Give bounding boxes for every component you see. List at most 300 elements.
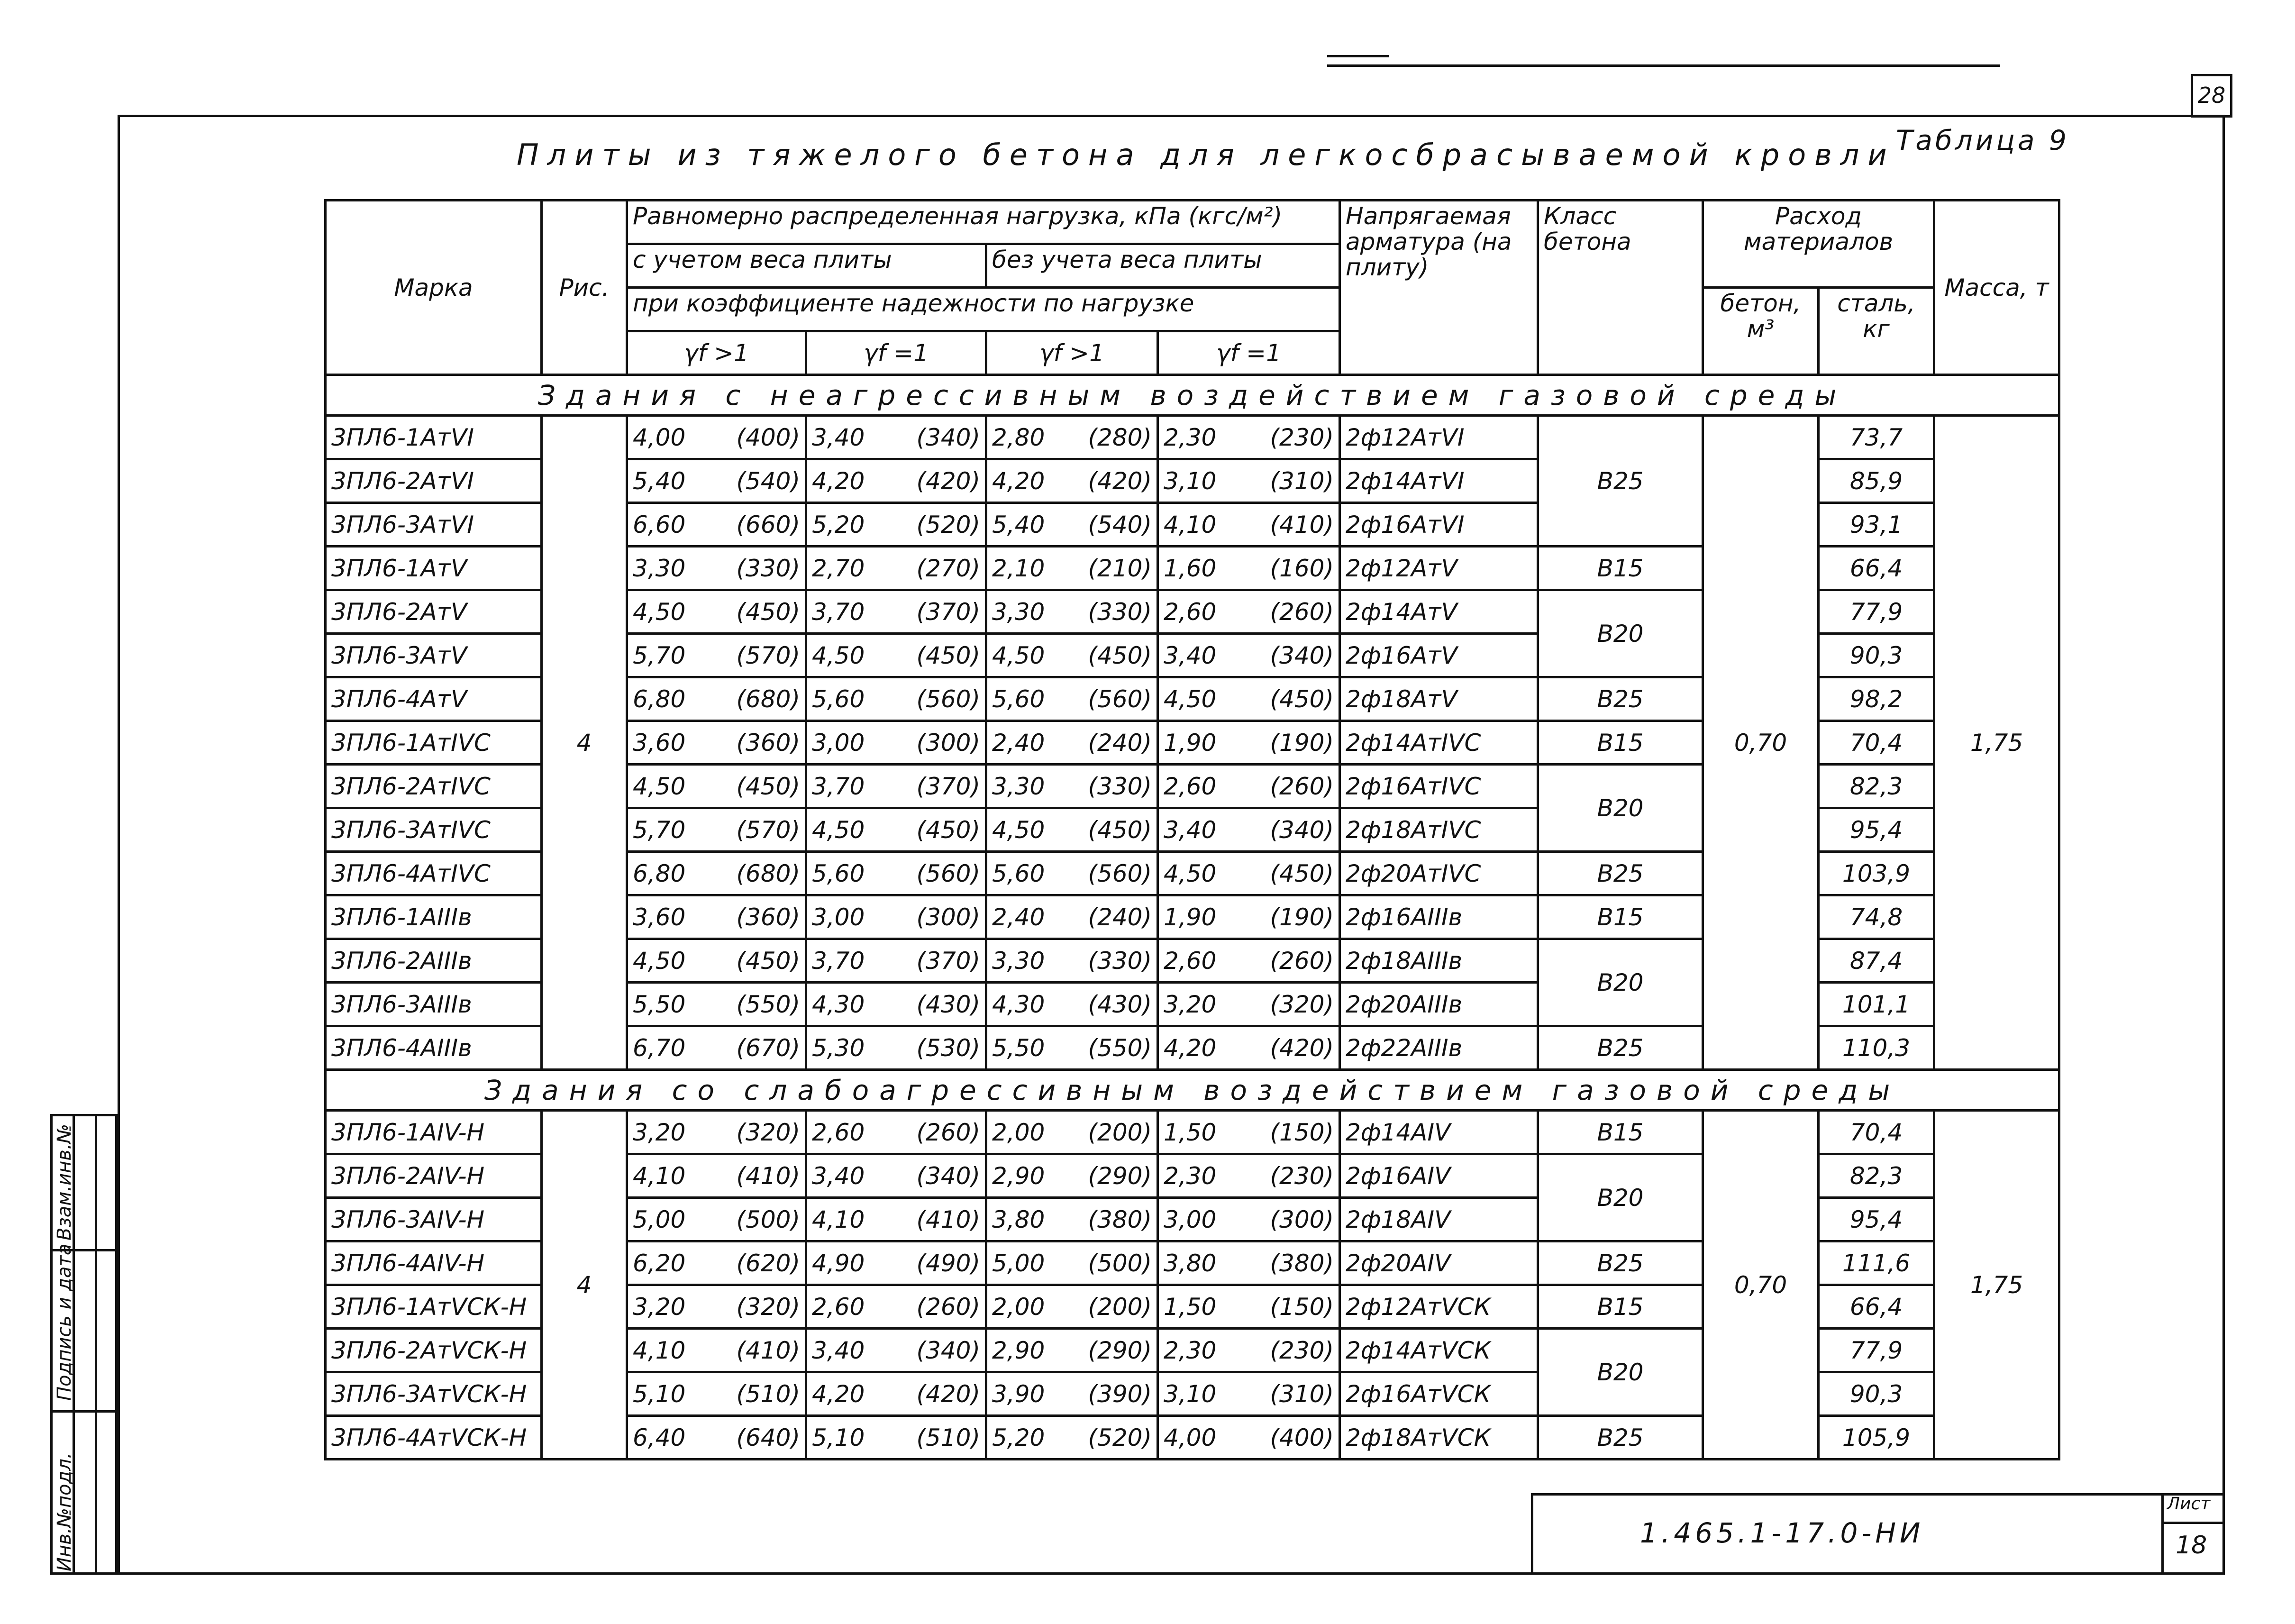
cell-load-c-pair bbox=[992, 1250, 1152, 1277]
cell-steel: 77,9 bbox=[1819, 590, 1934, 634]
cell-load-d bbox=[1158, 416, 1340, 459]
cell-load-a-pair bbox=[633, 555, 800, 582]
cell-load-a-kgf: (660) bbox=[736, 511, 800, 538]
cell-load-b bbox=[806, 1198, 986, 1241]
cell-load-a-kpa: 6,20 bbox=[633, 1249, 686, 1277]
cell-load-d bbox=[1158, 1416, 1340, 1460]
cell-steel: 70,4 bbox=[1819, 1111, 1934, 1154]
cell-rebar: 2ф16АтIVС bbox=[1340, 765, 1538, 808]
cell-rebar: 2ф18АIIIв bbox=[1340, 939, 1538, 983]
cell-load-b bbox=[806, 1285, 986, 1329]
cell-load-d-pair bbox=[1164, 424, 1334, 451]
cell-load-a-pair bbox=[633, 467, 800, 495]
cell-load-b-pair bbox=[812, 991, 980, 1018]
cell-load-c-kgf: (290) bbox=[1088, 1162, 1152, 1190]
cell-load-c-kpa: 3,80 bbox=[992, 1205, 1045, 1233]
cell-load-c-kgf: (450) bbox=[1088, 641, 1152, 669]
header-load: Равномерно распределенная нагрузка, кПа (кгс/м²) bbox=[627, 201, 1340, 244]
cell-load-c-kpa: 3,30 bbox=[992, 772, 1045, 800]
section-title: Здания с неагрессивным воздействием газовой среды bbox=[326, 375, 2059, 416]
cell-load-c-kgf: (200) bbox=[1088, 1293, 1152, 1321]
cell-load-a-kgf: (680) bbox=[736, 685, 800, 713]
cell-load-b-pair bbox=[812, 1250, 980, 1277]
cell-load-c bbox=[986, 765, 1158, 808]
cell-load-b-pair bbox=[812, 729, 980, 757]
cell-load-a-kpa: 3,30 bbox=[633, 554, 686, 582]
cell-load-a-kgf: (640) bbox=[736, 1423, 800, 1451]
side-stamp bbox=[50, 1114, 118, 1575]
cell-mark: 3ПЛ6-1АтIVС bbox=[326, 721, 542, 765]
cell-steel: 77,9 bbox=[1819, 1329, 1934, 1372]
cell-load-d-kpa: 3,40 bbox=[1164, 816, 1217, 844]
cell-load-a-pair bbox=[633, 1206, 800, 1233]
cell-load-b-kpa: 5,60 bbox=[812, 859, 865, 887]
cell-rebar: 2ф16АIV bbox=[1340, 1154, 1538, 1198]
cell-load-a bbox=[627, 1329, 806, 1372]
cell-load-c-kpa: 2,00 bbox=[992, 1118, 1045, 1146]
cell-load-c-kgf: (280) bbox=[1088, 423, 1152, 451]
cell-concrete: 0,70 bbox=[1703, 416, 1819, 1070]
cell-class: В20 bbox=[1538, 765, 1703, 852]
cell-load-c-kgf: (560) bbox=[1088, 859, 1152, 887]
cell-load-c-kpa: 3,90 bbox=[992, 1380, 1045, 1408]
cell-load-a bbox=[627, 721, 806, 765]
cell-load-d bbox=[1158, 1285, 1340, 1329]
cell-load-b-pair bbox=[812, 1424, 980, 1451]
cell-load-c-kpa: 5,60 bbox=[992, 685, 1045, 713]
cell-load-a-pair bbox=[633, 1337, 800, 1364]
cell-load-c bbox=[986, 634, 1158, 677]
cell-load-a-pair bbox=[633, 1293, 800, 1321]
cell-rebar: 2ф18АтVСК bbox=[1340, 1416, 1538, 1460]
cell-load-d-kgf: (310) bbox=[1270, 1380, 1334, 1408]
cell-load-c-kgf: (500) bbox=[1088, 1249, 1152, 1277]
cell-load-d-kgf: (190) bbox=[1270, 903, 1334, 931]
cell-load-a bbox=[627, 1026, 806, 1070]
page-title: Плиты из тяжелого бетона для легкосбрасываемой кровли bbox=[517, 137, 1895, 172]
cell-load-c-kgf: (550) bbox=[1088, 1034, 1152, 1062]
cell-load-b-kgf: (420) bbox=[916, 1380, 980, 1408]
cell-load-d bbox=[1158, 895, 1340, 939]
cell-load-d bbox=[1158, 677, 1340, 721]
cell-load-d-pair bbox=[1164, 598, 1334, 626]
side-col bbox=[75, 1116, 97, 1572]
cell-load-a-kgf: (680) bbox=[736, 859, 800, 887]
cell-load-b-kgf: (370) bbox=[916, 772, 980, 800]
cell-load-b bbox=[806, 1329, 986, 1372]
cell-load-b-kgf: (270) bbox=[916, 554, 980, 582]
cell-load-d bbox=[1158, 590, 1340, 634]
cell-load-a bbox=[627, 1372, 806, 1416]
cell-load-b-kgf: (510) bbox=[916, 1423, 980, 1451]
cell-load-d-kgf: (410) bbox=[1270, 511, 1334, 538]
cell-load-b-pair bbox=[812, 1034, 980, 1062]
cell-load-d bbox=[1158, 634, 1340, 677]
cell-load-c-pair bbox=[992, 991, 1152, 1018]
cell-load-d-pair bbox=[1164, 991, 1334, 1018]
cell-load-b-kgf: (490) bbox=[916, 1249, 980, 1277]
cell-load-b bbox=[806, 634, 986, 677]
cell-steel: 95,4 bbox=[1819, 1198, 1934, 1241]
cell-load-a bbox=[627, 1285, 806, 1329]
cell-load-b-kpa: 3,70 bbox=[812, 772, 865, 800]
cell-load-d bbox=[1158, 1111, 1340, 1154]
cell-load-b bbox=[806, 765, 986, 808]
cell-load-d-kpa: 2,30 bbox=[1164, 1162, 1217, 1190]
cell-load-c-kpa: 4,50 bbox=[992, 641, 1045, 669]
cell-load-c-kpa: 5,20 bbox=[992, 1423, 1045, 1451]
cell-rebar: 2ф16АтVСК bbox=[1340, 1372, 1538, 1416]
cell-load-b-kgf: (260) bbox=[916, 1293, 980, 1321]
cell-load-b-kpa: 3,00 bbox=[812, 729, 865, 757]
cell-load-d bbox=[1158, 1154, 1340, 1198]
header-mark: Марка bbox=[326, 201, 542, 375]
cell-load-c bbox=[986, 852, 1158, 895]
cell-load-d bbox=[1158, 721, 1340, 765]
cell-load-c bbox=[986, 983, 1158, 1026]
cell-load-b-kgf: (300) bbox=[916, 729, 980, 757]
cell-mark: 3ПЛ6-1АтVСК-Н bbox=[326, 1285, 542, 1329]
cell-load-a bbox=[627, 895, 806, 939]
cell-load-a-kpa: 4,50 bbox=[633, 598, 686, 626]
cell-load-c-pair bbox=[992, 424, 1152, 451]
cell-load-c-kgf: (240) bbox=[1088, 903, 1152, 931]
header-consumption: Расход материалов bbox=[1703, 201, 1934, 288]
cell-load-b-kpa: 3,70 bbox=[812, 947, 865, 975]
cell-load-b-kpa: 2,70 bbox=[812, 554, 865, 582]
cell-load-a-kgf: (450) bbox=[736, 947, 800, 975]
cell-load-b-kpa: 5,10 bbox=[812, 1423, 865, 1451]
cell-load-b bbox=[806, 721, 986, 765]
side-sep bbox=[53, 1410, 115, 1413]
cell-load-d-pair bbox=[1164, 1380, 1334, 1408]
cell-load-a-kpa: 6,60 bbox=[633, 511, 686, 538]
cell-load-c-kpa: 2,90 bbox=[992, 1162, 1045, 1190]
cell-steel: 66,4 bbox=[1819, 1285, 1934, 1329]
section-row bbox=[326, 1070, 2059, 1111]
cell-load-b bbox=[806, 416, 986, 459]
cell-steel: 70,4 bbox=[1819, 721, 1934, 765]
cell-load-b-pair bbox=[812, 773, 980, 800]
cell-mark: 3ПЛ6-1АтV bbox=[326, 547, 542, 590]
cell-load-a-pair bbox=[633, 1119, 800, 1146]
cell-class: В20 bbox=[1538, 1154, 1703, 1241]
cell-load-b-kgf: (260) bbox=[916, 1118, 980, 1146]
cell-load-c-kgf: (430) bbox=[1088, 990, 1152, 1018]
cell-load-b-kpa: 5,20 bbox=[812, 511, 865, 538]
cell-load-c-kpa: 4,20 bbox=[992, 467, 1045, 495]
cell-load-d bbox=[1158, 852, 1340, 895]
cell-load-d-pair bbox=[1164, 729, 1334, 757]
cell-load-b-kgf: (450) bbox=[916, 641, 980, 669]
side-label-inv: Инв.№подл. bbox=[54, 1452, 75, 1571]
cell-load-a-pair bbox=[633, 816, 800, 844]
cell-load-d-pair bbox=[1164, 1293, 1334, 1321]
cell-rebar: 2ф22АIIIв bbox=[1340, 1026, 1538, 1070]
cell-load-c-kgf: (210) bbox=[1088, 554, 1152, 582]
cell-mark: 3ПЛ6-4АтVСК-Н bbox=[326, 1416, 542, 1460]
cell-load-b bbox=[806, 1111, 986, 1154]
cell-mark: 3ПЛ6-1АIV-Н bbox=[326, 1111, 542, 1154]
cell-load-b-kpa: 4,50 bbox=[812, 816, 865, 844]
cell-load-a-kgf: (570) bbox=[736, 816, 800, 844]
cell-load-b-kpa: 3,40 bbox=[812, 1162, 865, 1190]
cell-load-a-kgf: (570) bbox=[736, 641, 800, 669]
cell-load-a-kgf: (320) bbox=[736, 1118, 800, 1146]
header-fig: Рис. bbox=[542, 201, 627, 375]
cell-steel: 95,4 bbox=[1819, 808, 1934, 852]
cell-fig: 4 bbox=[542, 416, 627, 1070]
cell-load-c-pair bbox=[992, 903, 1152, 931]
header-without-weight: без учета веса плиты bbox=[986, 244, 1340, 288]
cell-load-c-pair bbox=[992, 1424, 1152, 1451]
cell-load-c-kgf: (330) bbox=[1088, 947, 1152, 975]
cell-load-c-pair bbox=[992, 467, 1152, 495]
cell-load-b-pair bbox=[812, 1337, 980, 1364]
cell-load-d-kpa: 2,30 bbox=[1164, 423, 1217, 451]
cell-load-c-pair bbox=[992, 1380, 1152, 1408]
cell-load-c-pair bbox=[992, 1034, 1152, 1062]
cell-load-b-kpa: 3,40 bbox=[812, 423, 865, 451]
cell-load-b-kpa: 5,30 bbox=[812, 1034, 865, 1062]
cell-load-b bbox=[806, 983, 986, 1026]
cell-load-a-pair bbox=[633, 1034, 800, 1062]
cell-mass: 1,75 bbox=[1934, 416, 2059, 1070]
cell-load-d-pair bbox=[1164, 816, 1334, 844]
cell-class: В25 bbox=[1538, 1026, 1703, 1070]
cell-load-d-kgf: (190) bbox=[1270, 729, 1334, 757]
cell-load-c-kpa: 2,80 bbox=[992, 423, 1045, 451]
header-rebar: Напрягаемая арматура (на плиту) bbox=[1340, 201, 1538, 375]
cell-rebar: 2ф20АIIIв bbox=[1340, 983, 1538, 1026]
cell-load-a-kgf: (510) bbox=[736, 1380, 800, 1408]
cell-steel: 74,8 bbox=[1819, 895, 1934, 939]
cell-load-d-kgf: (230) bbox=[1270, 1336, 1334, 1364]
cell-mark: 3ПЛ6-3АтV bbox=[326, 634, 542, 677]
cell-load-a-kpa: 6,80 bbox=[633, 685, 686, 713]
cell-load-b-kpa: 2,60 bbox=[812, 1118, 865, 1146]
cell-class: В15 bbox=[1538, 547, 1703, 590]
cell-load-c bbox=[986, 939, 1158, 983]
cell-load-b-kgf: (370) bbox=[916, 598, 980, 626]
cell-load-a-pair bbox=[633, 1380, 800, 1408]
cell-load-c-kpa: 4,30 bbox=[992, 990, 1045, 1018]
cell-load-d-kgf: (150) bbox=[1270, 1293, 1334, 1321]
cell-mark: 3ПЛ6-2АтV bbox=[326, 590, 542, 634]
cell-steel: 87,4 bbox=[1819, 939, 1934, 983]
cell-load-d-kgf: (150) bbox=[1270, 1118, 1334, 1146]
cell-load-c bbox=[986, 721, 1158, 765]
cell-load-d-kpa: 3,10 bbox=[1164, 1380, 1217, 1408]
cell-class: В25 bbox=[1538, 677, 1703, 721]
cell-load-a bbox=[627, 677, 806, 721]
cell-load-d-kpa: 3,10 bbox=[1164, 467, 1217, 495]
cell-load-c-kgf: (290) bbox=[1088, 1336, 1152, 1364]
cell-mark: 3ПЛ6-3АтVI bbox=[326, 503, 542, 547]
cell-load-b-kpa: 3,70 bbox=[812, 598, 865, 626]
cell-load-a-pair bbox=[633, 729, 800, 757]
sheet-box-sep bbox=[2161, 1522, 2225, 1524]
cell-load-d-kpa: 4,50 bbox=[1164, 685, 1217, 713]
cell-load-b-kgf: (300) bbox=[916, 903, 980, 931]
cell-steel: 82,3 bbox=[1819, 765, 1934, 808]
cell-steel: 90,3 bbox=[1819, 634, 1934, 677]
cell-load-d-pair bbox=[1164, 1162, 1334, 1190]
cell-load-a-pair bbox=[633, 642, 800, 669]
cell-load-d-kgf: (160) bbox=[1270, 554, 1334, 582]
cell-load-b bbox=[806, 895, 986, 939]
cell-load-a-kpa: 5,70 bbox=[633, 816, 686, 844]
cell-load-d-pair bbox=[1164, 773, 1334, 800]
cell-load-a-kpa: 6,80 bbox=[633, 859, 686, 887]
sheet-corner-number: 28 bbox=[2191, 74, 2232, 118]
cell-load-b bbox=[806, 1154, 986, 1198]
cell-load-c bbox=[986, 547, 1158, 590]
cell-load-a-kpa: 4,10 bbox=[633, 1336, 686, 1364]
cell-load-d-pair bbox=[1164, 511, 1334, 538]
cell-mark: 3ПЛ6-1АтVI bbox=[326, 416, 542, 459]
cell-load-a-kpa: 5,00 bbox=[633, 1205, 686, 1233]
cell-load-b-kgf: (340) bbox=[916, 1336, 980, 1364]
cell-load-b-kgf: (450) bbox=[916, 816, 980, 844]
cell-rebar: 2ф14АтIVС bbox=[1340, 721, 1538, 765]
sheet-label: Лист bbox=[2167, 1494, 2211, 1514]
cell-load-a-kgf: (360) bbox=[736, 903, 800, 931]
cell-load-b-kpa: 4,30 bbox=[812, 990, 865, 1018]
cell-load-b-pair bbox=[812, 1293, 980, 1321]
cell-load-b-pair bbox=[812, 1380, 980, 1408]
cell-steel: 73,7 bbox=[1819, 416, 1934, 459]
cell-steel: 101,1 bbox=[1819, 983, 1934, 1026]
cell-load-b-pair bbox=[812, 598, 980, 626]
cell-load-a bbox=[627, 459, 806, 503]
cell-load-b bbox=[806, 1241, 986, 1285]
cell-load-a-pair bbox=[633, 511, 800, 538]
cell-load-c-kpa: 5,60 bbox=[992, 859, 1045, 887]
cell-class: В20 bbox=[1538, 590, 1703, 677]
cell-load-c-kgf: (330) bbox=[1088, 598, 1152, 626]
cell-mark: 3ПЛ6-4АтIVС bbox=[326, 852, 542, 895]
cell-load-d-kgf: (400) bbox=[1270, 1423, 1334, 1451]
cell-mark: 3ПЛ6-4АIIIв bbox=[326, 1026, 542, 1070]
cell-load-a-kpa: 5,70 bbox=[633, 641, 686, 669]
cell-load-c-kgf: (330) bbox=[1088, 772, 1152, 800]
cell-load-b bbox=[806, 547, 986, 590]
cell-load-b-kpa: 4,20 bbox=[812, 467, 865, 495]
cell-load-c-pair bbox=[992, 947, 1152, 975]
cell-load-d-kgf: (260) bbox=[1270, 598, 1334, 626]
table-row bbox=[326, 416, 2059, 459]
cell-load-a bbox=[627, 590, 806, 634]
cell-rebar: 2ф18АтIVС bbox=[1340, 808, 1538, 852]
cell-load-a-pair bbox=[633, 903, 800, 931]
cell-load-d-kpa: 1,50 bbox=[1164, 1118, 1217, 1146]
cell-load-a bbox=[627, 939, 806, 983]
cell-steel: 66,4 bbox=[1819, 547, 1934, 590]
cell-steel: 82,3 bbox=[1819, 1154, 1934, 1198]
cell-rebar: 2ф14АтVI bbox=[1340, 459, 1538, 503]
cell-load-c-pair bbox=[992, 642, 1152, 669]
cell-rebar: 2ф14АIV bbox=[1340, 1111, 1538, 1154]
cell-load-d bbox=[1158, 808, 1340, 852]
cell-load-d-kgf: (450) bbox=[1270, 859, 1334, 887]
cell-load-c-pair bbox=[992, 860, 1152, 887]
cell-load-c-kgf: (380) bbox=[1088, 1205, 1152, 1233]
cell-load-c-pair bbox=[992, 773, 1152, 800]
cell-rebar: 2ф18АтV bbox=[1340, 677, 1538, 721]
cell-load-a bbox=[627, 1111, 806, 1154]
cell-load-a-pair bbox=[633, 991, 800, 1018]
cell-load-a bbox=[627, 765, 806, 808]
cell-load-d-kgf: (260) bbox=[1270, 947, 1334, 975]
cell-load-b-pair bbox=[812, 511, 980, 538]
cell-load-b-kpa: 4,10 bbox=[812, 1205, 865, 1233]
cell-load-d-kpa: 1,90 bbox=[1164, 903, 1217, 931]
cell-load-a bbox=[627, 416, 806, 459]
cell-load-c-pair bbox=[992, 1206, 1152, 1233]
cell-load-a-kgf: (500) bbox=[736, 1205, 800, 1233]
cell-load-c-kgf: (520) bbox=[1088, 1423, 1152, 1451]
cell-load-b-kpa: 5,60 bbox=[812, 685, 865, 713]
cell-rebar: 2ф16АтVI bbox=[1340, 503, 1538, 547]
cell-load-c-kgf: (200) bbox=[1088, 1118, 1152, 1146]
section-title: Здания со слабоагрессивным воздействием газовой среды bbox=[326, 1070, 2059, 1111]
cell-load-c-pair bbox=[992, 1162, 1152, 1190]
cell-class: В15 bbox=[1538, 721, 1703, 765]
cell-load-d-kpa: 4,00 bbox=[1164, 1423, 1217, 1451]
header-concrete: бетон, м³ bbox=[1703, 288, 1819, 375]
cell-class: В25 bbox=[1538, 416, 1703, 547]
cell-load-a-kgf: (550) bbox=[736, 990, 800, 1018]
cell-load-d-kgf: (380) bbox=[1270, 1249, 1334, 1277]
cell-load-c-kgf: (540) bbox=[1088, 511, 1152, 538]
cell-rebar: 2ф18АIV bbox=[1340, 1198, 1538, 1241]
cell-load-d-kgf: (230) bbox=[1270, 1162, 1334, 1190]
cell-load-b bbox=[806, 808, 986, 852]
cell-steel: 105,9 bbox=[1819, 1416, 1934, 1460]
cell-load-a-kgf: (620) bbox=[736, 1249, 800, 1277]
cell-load-a bbox=[627, 1241, 806, 1285]
cell-load-a bbox=[627, 1416, 806, 1460]
cell-steel: 98,2 bbox=[1819, 677, 1934, 721]
cell-load-a-kpa: 6,40 bbox=[633, 1423, 686, 1451]
top-rule bbox=[1327, 64, 2000, 67]
cell-load-d-kpa: 4,50 bbox=[1164, 859, 1217, 887]
cell-load-c-pair bbox=[992, 555, 1152, 582]
cell-load-c-pair bbox=[992, 685, 1152, 713]
cell-load-d-kpa: 3,80 bbox=[1164, 1249, 1217, 1277]
cell-load-b bbox=[806, 677, 986, 721]
cell-load-c-pair bbox=[992, 1293, 1152, 1321]
cell-load-a-kgf: (410) bbox=[736, 1162, 800, 1190]
cell-mass: 1,75 bbox=[1934, 1111, 2059, 1460]
cell-load-d-kgf: (260) bbox=[1270, 772, 1334, 800]
cell-mark: 3ПЛ6-2АтVСК-Н bbox=[326, 1329, 542, 1372]
cell-load-b-pair bbox=[812, 642, 980, 669]
cell-load-d-pair bbox=[1164, 1424, 1334, 1451]
cell-load-c-kpa: 3,30 bbox=[992, 947, 1045, 975]
cell-class: В15 bbox=[1538, 895, 1703, 939]
cell-load-a-pair bbox=[633, 598, 800, 626]
cell-load-c-kpa: 5,40 bbox=[992, 511, 1045, 538]
cell-load-d-kpa: 1,60 bbox=[1164, 554, 1217, 582]
cell-load-d-kpa: 2,30 bbox=[1164, 1336, 1217, 1364]
cell-load-b-kgf: (410) bbox=[916, 1205, 980, 1233]
cell-load-c-pair bbox=[992, 816, 1152, 844]
cell-load-c-kgf: (420) bbox=[1088, 467, 1152, 495]
cell-load-c-kpa: 2,90 bbox=[992, 1336, 1045, 1364]
cell-load-c bbox=[986, 590, 1158, 634]
